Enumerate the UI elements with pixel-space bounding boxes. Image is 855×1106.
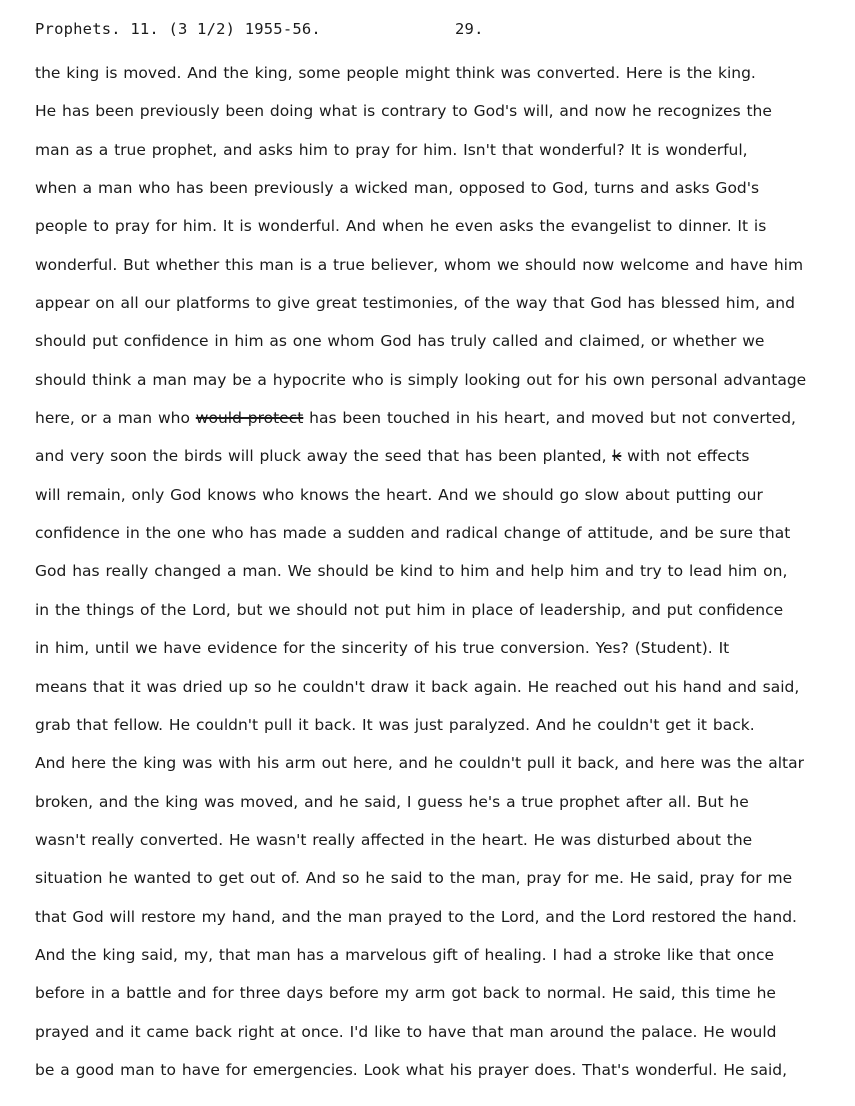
text-line-21: wasn't really converted. He wasn't really affected in the heart. He was disturbed about the [35,830,753,849]
struck-text: would protect [195,409,304,428]
text-line-8: should put confidence in him as one whom God has truly called and claimed, or whether we [35,332,765,351]
page-header [35,20,835,44]
text-line-6: wonderful. But whether this man is a true believer, whom we should now welcome and have him [35,255,804,274]
line-10-before: here, or a man who [35,409,196,428]
line-11-after: with not effects [621,447,750,466]
struck-letter: k [612,447,622,466]
text-line-9: should think a man may be a hypocrite who is simply looking out for his own personal advantage [35,370,807,389]
text-line-19: And here the king was with his arm out here, and he couldn't pull it back, and here was the altar [35,754,805,773]
text-line-13: confidence in the one who has made a sudden and radical change of attitude, and be sure that [35,524,791,543]
text-line-22: situation he wanted to get out of. And so he said to the man, pray for me. He said, pray for me [35,869,793,888]
text-line-10 [35,405,840,443]
text-line-27: be a good man to have for emergencies. Look what his prayer does. That's wonderful. He said, [35,1060,788,1079]
text-line-15: in the things of the Lord, but we should not put him in place of leadership, and put confidence [35,600,784,619]
text-line-5: people to pray for him. It is wonderful. And when he even asks the evangelist to dinner. It is [35,217,767,236]
text-line-26: prayed and it came back right at once. I'd like to have that man around the palace. He would [35,1022,777,1041]
page-number: 29. [455,20,484,38]
text-line-4: when a man who has been previously a wicked man, opposed to God, turns and asks God's [35,179,760,198]
text-line-25: before in a battle and for three days before my arm got back to normal. He said, this time he [35,984,776,1003]
line-10-after: has been touched in his heart, and moved but not converted, [303,409,796,428]
text-line-17: means that it was dried up so he couldn't draw it back again. He reached out his hand and said, [35,677,800,696]
text-line-11 [35,443,840,481]
text-line-16: in him, until we have evidence for the sincerity of his true conversion. Yes? (Student). It [35,639,730,658]
line-11-before: and very soon the birds will pluck away the seed that has been planted, [35,447,613,466]
text-line-12: will remain, only God knows who knows the heart. And we should go slow about putting our [35,485,763,504]
text-line-2: He has been previously been doing what is contrary to God's will, and now he recognizes the [35,102,772,121]
text-line-14: God has really changed a man. We should be kind to him and help him and try to lead him on, [35,562,788,581]
text-line-18: grab that fellow. He couldn't pull it back. It was just paralyzed. And he couldn't get it back. [35,715,755,734]
text-line-3: man as a true prophet, and asks him to pray for him. Isn't that wonderful? It is wonderful, [35,140,748,159]
header-title: Prophets. 11. (3 1/2) 1955-56. [35,20,321,38]
body-text [35,60,840,1095]
text-line-1: the king is moved. And the king, some people might think was converted. Here is the king. [35,64,756,82]
text-line-7: appear on all our platforms to give great testimonies, of the way that God has blessed him, and [35,294,795,313]
text-line-24: And the king said, my, that man has a marvelous gift of healing. I had a stroke like that once [35,945,774,964]
text-line-20: broken, and the king was moved, and he said, I guess he's a true prophet after all. But he [35,792,749,811]
text-line-23: that God will restore my hand, and the man prayed to the Lord, and the Lord restored the hand. [35,907,797,926]
